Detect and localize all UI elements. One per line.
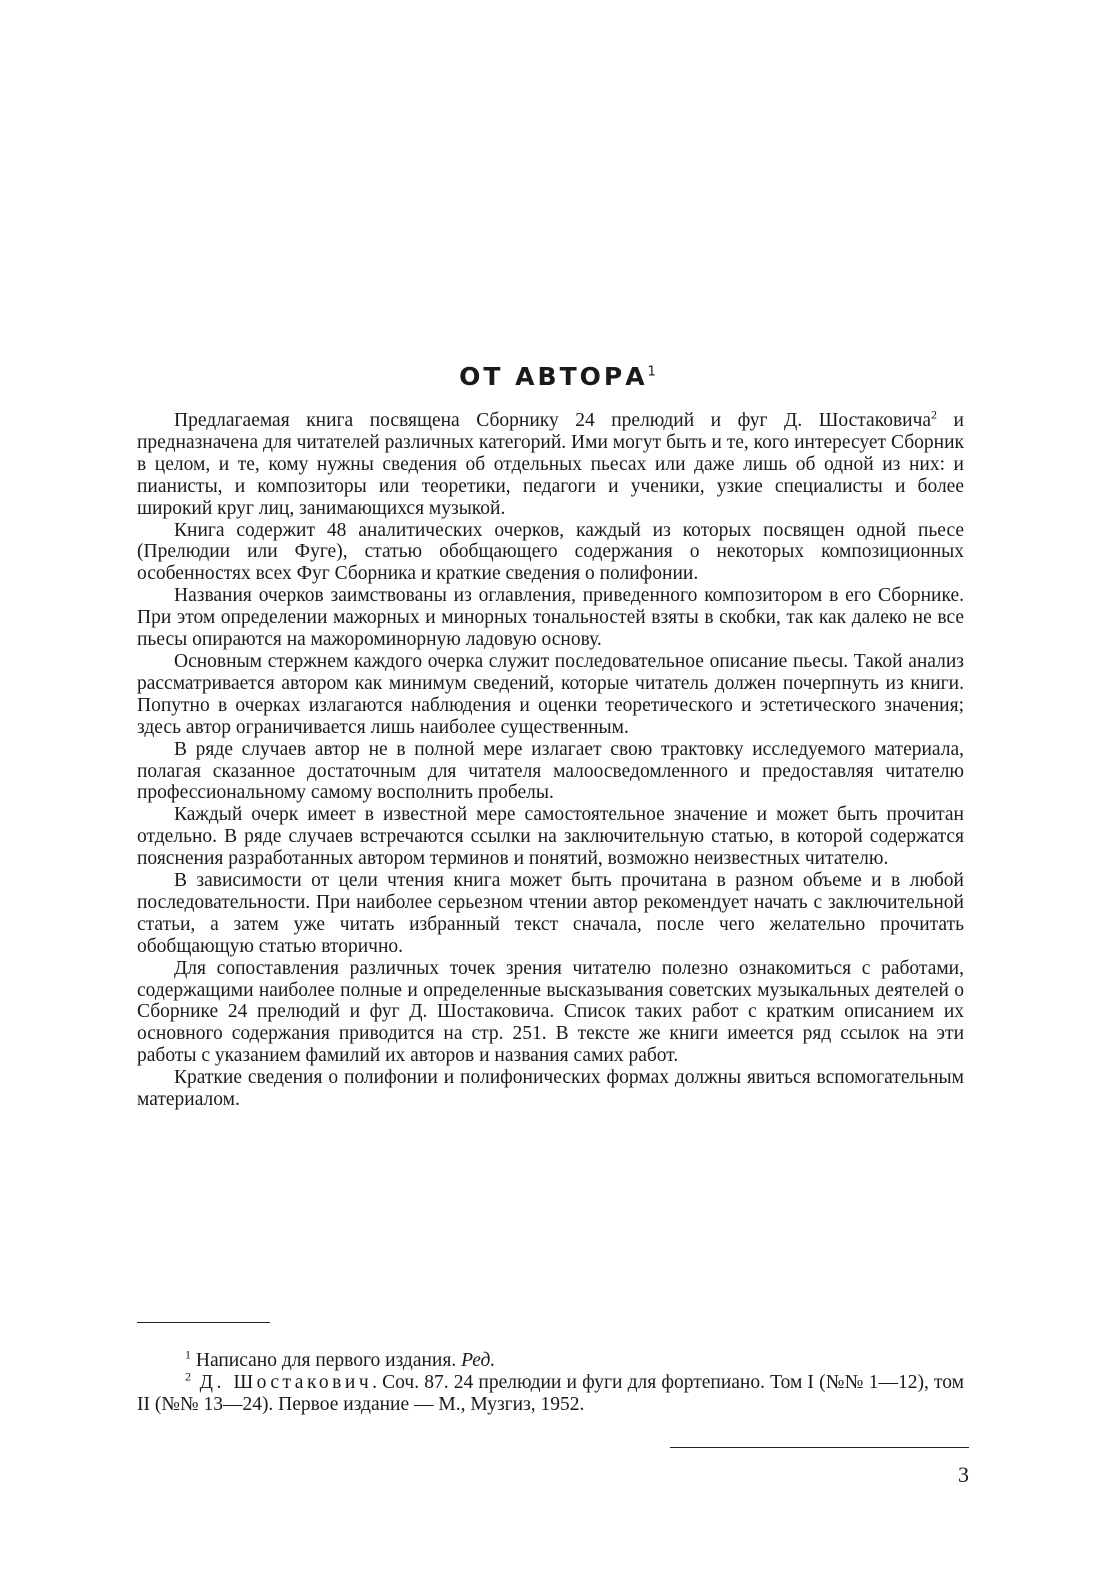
footnote-ref-2: 2 bbox=[931, 407, 938, 422]
footnote-1-mark: 1 bbox=[185, 1347, 191, 1362]
page-number-divider bbox=[670, 1447, 969, 1448]
footnote-2-text: . Соч. 87. 24 прелюдии и фуги для фортепиано. Том I (№№ 1—12), том II (№№ 13—24). Первое издание — М., Музгиз, 1952. bbox=[137, 1372, 964, 1415]
page-title-text: ОТ АВТОРА bbox=[459, 362, 648, 391]
paragraph-2: Книга содержит 48 аналитических очерков, каждый из которых посвящен одной пьесе (Прелюдии или Фуге), статью обобщающего содержания о некоторых композиционных особенностях всех Фуг Сборника и краткие сведения о полифонии. bbox=[137, 519, 964, 585]
footnote-1-editor-note: Ред. bbox=[461, 1350, 496, 1371]
footnote-2-mark: 2 bbox=[185, 1369, 191, 1384]
page-title bbox=[0, 362, 1115, 391]
page-number: 3 bbox=[958, 1462, 969, 1487]
title-footnote-mark: 1 bbox=[647, 364, 656, 380]
paragraph-1-text-b: и предназначена для читателей различных категорий. Ими могут быть и те, кого интересует Сборник в целом, и те, кому нужны сведения об отдельных пьесах или даже лишь об одной из них: и пианисты, и композиторы или теоретики, педагоги и ученики, узкие специалисты и более широкий круг лиц, занимающихся музыкой. bbox=[137, 410, 964, 519]
footnotes bbox=[137, 1347, 964, 1416]
footnote-2-author: Д. Шостакович bbox=[191, 1372, 373, 1393]
footnote-1-text: Написано для первого издания. bbox=[191, 1350, 462, 1371]
footnote-1 bbox=[137, 1347, 964, 1372]
paragraph-8: Для сопоставления различных точек зрения читателю полезно ознакомиться с работами, содержащими наиболее полные и определенные высказывания советских музыкальных деятелей о Сборнике 24 прелюдий и фуг Д. Шостаковича. Список таких работ с кратким описанием их основного содержания приводится на стр. 251. В тексте же книги имеется ряд ссылок на эти работы с указанием фамилий их авторов и названия самих работ. bbox=[137, 957, 964, 1067]
paragraph-3: Названия очерков заимствованы из оглавления, приведенного композитором в его Сборнике. При этом определении мажорных и минорных тональностей взяты в скобки, так как далеко не все пьесы опираются на мажороминорную ладовую основу. bbox=[137, 585, 964, 651]
paragraph-1-text-a: Предлагаемая книга посвящена Сборнику 24 прелюдий и фуг Д. Шостаковича bbox=[174, 410, 932, 431]
paragraph-1 bbox=[137, 407, 964, 520]
paragraph-6: Каждый очерк имеет в известной мере самостоятельное значение и может быть прочитан отдельно. В ряде случаев встречаются ссылки на заключительную статью, в которой содержатся пояснения разработанных автором терминов и понятий, возможно неизвестных читателю. bbox=[137, 804, 964, 870]
footnote-2 bbox=[137, 1369, 964, 1416]
paragraph-5: В ряде случаев автор не в полной мере излагает свою трактовку исследуемого материала, полагая сказанное достаточным для читателя малоосведомленного и предоставляя читателю профессиональному самому восполнить пробелы. bbox=[137, 738, 964, 804]
paragraph-9: Краткие сведения о полифонии и полифонических формах должны явиться вспомогательным материалом. bbox=[137, 1067, 964, 1111]
footnote-divider bbox=[137, 1322, 270, 1323]
paragraph-7: В зависимости от цели чтения книга может быть прочитана в разном объеме и в любой последовательности. При наиболее серьезном чтении автор рекомендует начать с заключительной статьи, а затем уже читать избранный текст сначала, после чего желательно прочитать обобщающую статью вторично. bbox=[137, 870, 964, 957]
body-text bbox=[137, 407, 964, 1111]
paragraph-4: Основным стержнем каждого очерка служит последовательное описание пьесы. Такой анализ рассматривается автором как минимум сведений, которые читатель должен почерпнуть из книги. Попутно в очерках излагаются наблюдения и оценки теоретического и эстетического значения; здесь автор ограничивается лишь наиболее существенным. bbox=[137, 650, 964, 738]
